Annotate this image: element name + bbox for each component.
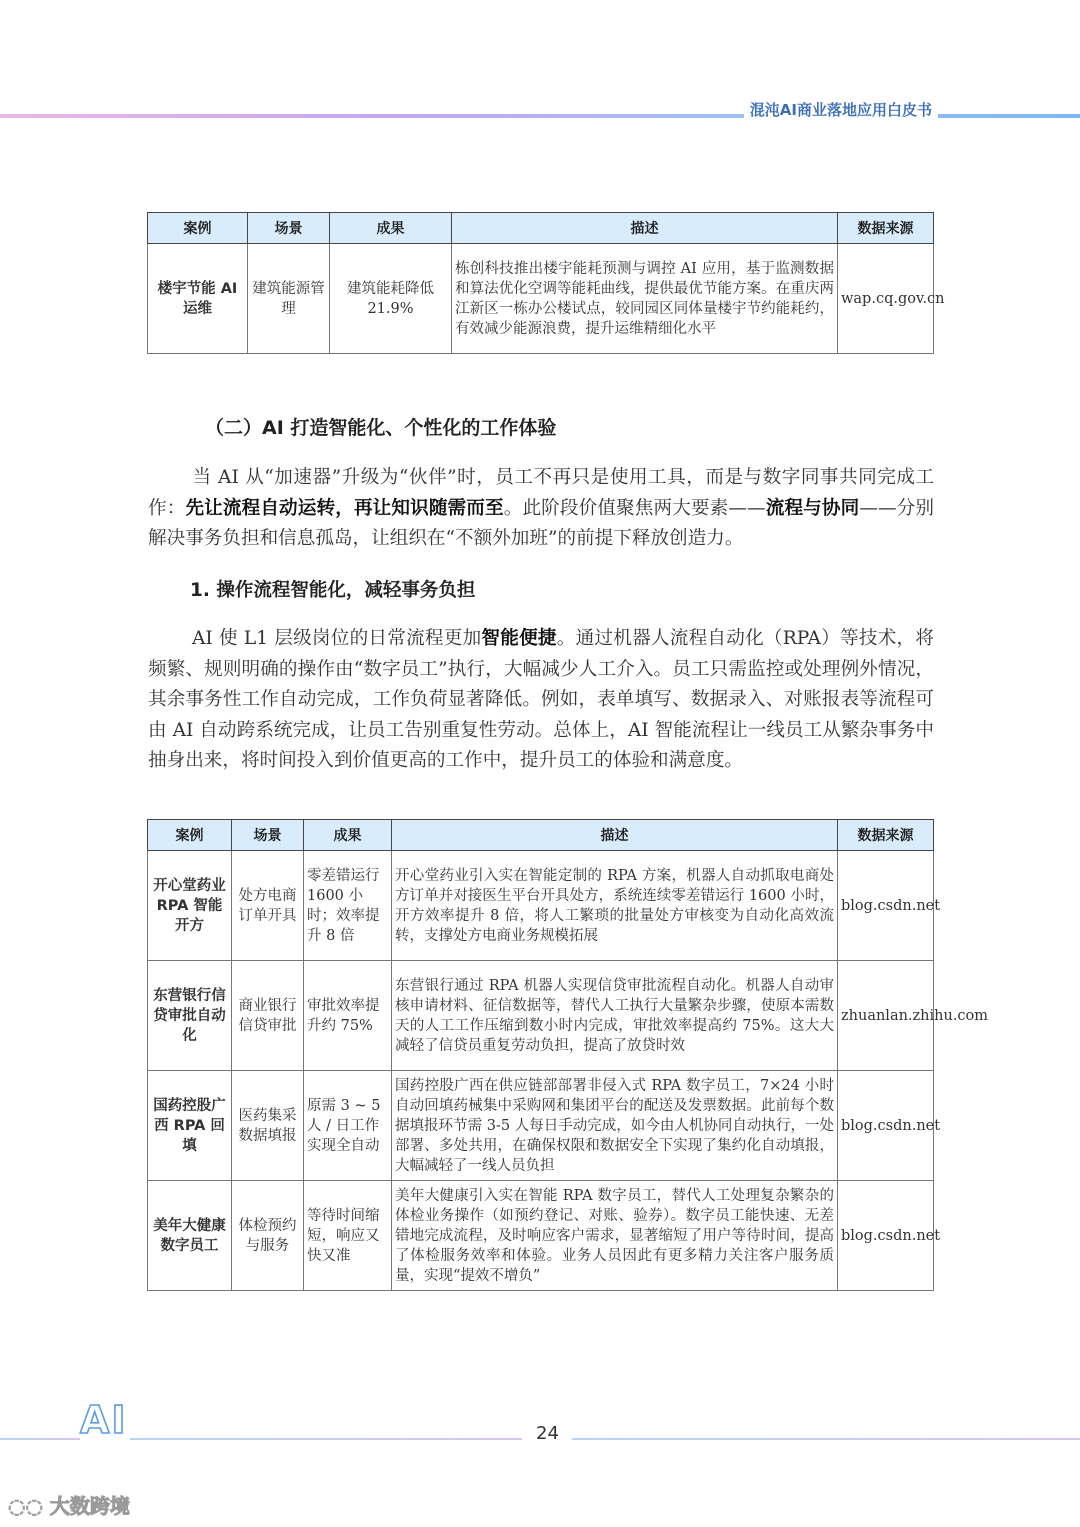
watermark-text: 大数跨境	[49, 1494, 130, 1518]
footer-rule-left	[0, 1438, 80, 1440]
col-header-case: 案例	[148, 820, 232, 851]
cell-result: 等待时间缩短，响应又快又准	[304, 1181, 392, 1291]
table-row	[148, 244, 934, 354]
table-row	[148, 851, 934, 961]
cell-result: 建筑能耗降低 21.9%	[330, 244, 452, 354]
cell-case: 开心堂药业 RPA 智能开方	[148, 851, 232, 961]
section-heading: （二）AI 打造智能化、个性化的工作体验	[205, 417, 557, 439]
cell-source: wap.cq.gov.cn	[838, 244, 934, 354]
col-header-source: 数据来源	[838, 820, 934, 851]
cell-source: blog.csdn.net	[838, 1181, 934, 1291]
cell-source: blog.csdn.net	[838, 1071, 934, 1181]
cell-desc: 东营银行通过 RPA 机器人实现信贷审批流程自动化。机器人自动审核申请材料、征信数据等，替代人工执行大量繁杂步骤，使原本需数天的人工工作压缩到数小时内完成，审批效率提高约 75%。这大大减轻了信贷员重复劳动负担，提高了放贷时效	[392, 961, 838, 1071]
cell-scene: 商业银行信贷审批	[232, 961, 304, 1071]
col-header-scene: 场景	[248, 213, 330, 244]
para2-text-2: 。通过机器人流程自动化（RPA）等技术，将频繁、规则明确的操作由“数字员工”执行，大幅减少人工介入。员工只需监控或处理例外情况，其余事务性工作自动完成，工作负荷显著降低。例如，表单填写、数据录入、对账报表等流程可由 AI 自动跨系统完成，让员工告别重复性劳动。总体上，AI 智能流程让一线员工从繁杂事务中抽身出来，将时间投入到价值更高的工作中，提升员工的体验和满意度。	[148, 628, 934, 771]
subsection-heading: 1. 操作流程智能化，减轻事务负担	[190, 580, 476, 601]
paragraph-1	[148, 463, 934, 555]
para2-bold-1: 智能便捷	[481, 628, 557, 649]
cell-desc: 国药控股广西在供应链部部署非侵入式 RPA 数字员工，7×24 小时自动回填药械集中采购网和集团平台的配送及发票数据。此前每个数据填报环节需 3-5 人每日手动完成，如今由人机协同自动执行，一处部署、多处共用，在确保权限和数据安全下实现了集约化自动填报，大幅减轻了一线人员负担	[392, 1071, 838, 1181]
col-header-desc: 描述	[392, 820, 838, 851]
cell-source: zhuanlan.zhihu.com	[838, 961, 934, 1071]
footer-rule-right	[572, 1438, 1080, 1440]
table-row	[148, 961, 934, 1071]
paragraph-2	[148, 624, 934, 777]
watermark	[8, 1490, 130, 1519]
cell-desc: 美年大健康引入实在智能 RPA 数字员工，替代人工处理复杂繁杂的体检业务操作（如预约登记、对账、验券）。数字员工能快速、无差错地完成流程，及时响应客户需求，显著缩短了用户等待时间，提高了体检服务效率和体验。业务人员因此有更多精力关注客户服务质量，实现“提效不增负”	[392, 1181, 838, 1291]
table-header-row	[148, 820, 934, 851]
table-row	[148, 1071, 934, 1181]
cell-result: 审批效率提升约 75%	[304, 961, 392, 1071]
page-number: 24	[536, 1423, 559, 1444]
col-header-case: 案例	[148, 213, 248, 244]
col-header-scene: 场景	[232, 820, 304, 851]
table-row	[148, 1181, 934, 1291]
cell-desc: 栋创科技推出楼宇能耗预测与调控 AI 应用，基于监测数据和算法优化空调等能耗曲线，提供最优节能方案。在重庆两江新区一栋办公楼试点，较同园区同体量楼宇节约能耗约，有效减少能源浪费，提升运维精细化水平	[452, 244, 838, 354]
watermark-logo-icon: ◌◌	[8, 1494, 50, 1518]
col-header-source: 数据来源	[838, 213, 934, 244]
para2-text-1: AI 使 L1 层级岗位的日常流程更加	[192, 628, 482, 649]
cell-source: blog.csdn.net	[838, 851, 934, 961]
footer-rule-middle	[130, 1438, 522, 1440]
para1-text-2: 。此阶段价值聚焦两大要素——	[503, 497, 766, 519]
para1-bold-2: 流程与协同	[765, 497, 860, 519]
case-table-2	[147, 819, 989, 1291]
cell-scene: 医药集采数据填报	[232, 1071, 304, 1181]
para1-text-1: 当 AI 从“加速器”升级为“伙伴”时，员工不再只是使用工具，而是与数字同事共同完成工作：	[148, 467, 934, 519]
cell-case: 楼宇节能 AI 运维	[148, 244, 248, 354]
case-table-1	[147, 212, 945, 354]
ai-logo: AI	[80, 1398, 128, 1442]
cell-case: 东营银行信贷审批自动化	[148, 961, 232, 1071]
cell-case: 国药控股广西 RPA 回填	[148, 1071, 232, 1181]
para1-text-3: ——分别解决事务负担和信息孤岛，让组织在“不额外加班”的前提下释放创造力。	[148, 497, 934, 549]
col-header-result: 成果	[304, 820, 392, 851]
col-header-result: 成果	[330, 213, 452, 244]
cell-desc: 开心堂药业引入实在智能定制的 RPA 方案，机器人自动抓取电商处方订单并对接医生平台开具处方，系统连续零差错运行 1600 小时，开方效率提升 8 倍，将人工繁琐的批量处方审核变为自动化高效流转，支撑处方电商业务规模拓展	[392, 851, 838, 961]
cell-result: 原需 3 ~ 5 人 / 日工作实现全自动	[304, 1071, 392, 1181]
cell-scene: 处方电商订单开具	[232, 851, 304, 961]
header-title: 混沌AI商业落地应用白皮书	[744, 99, 938, 120]
cell-scene: 体检预约与服务	[232, 1181, 304, 1291]
table-header-row	[148, 213, 934, 244]
para1-bold-1: 先让流程自动运转，再让知识随需而至	[185, 497, 504, 519]
col-header-desc: 描述	[452, 213, 838, 244]
cell-scene: 建筑能源管理	[248, 244, 330, 354]
cell-result: 零差错运行 1600 小时；效率提升 8 倍	[304, 851, 392, 961]
cell-case: 美年大健康数字员工	[148, 1181, 232, 1291]
